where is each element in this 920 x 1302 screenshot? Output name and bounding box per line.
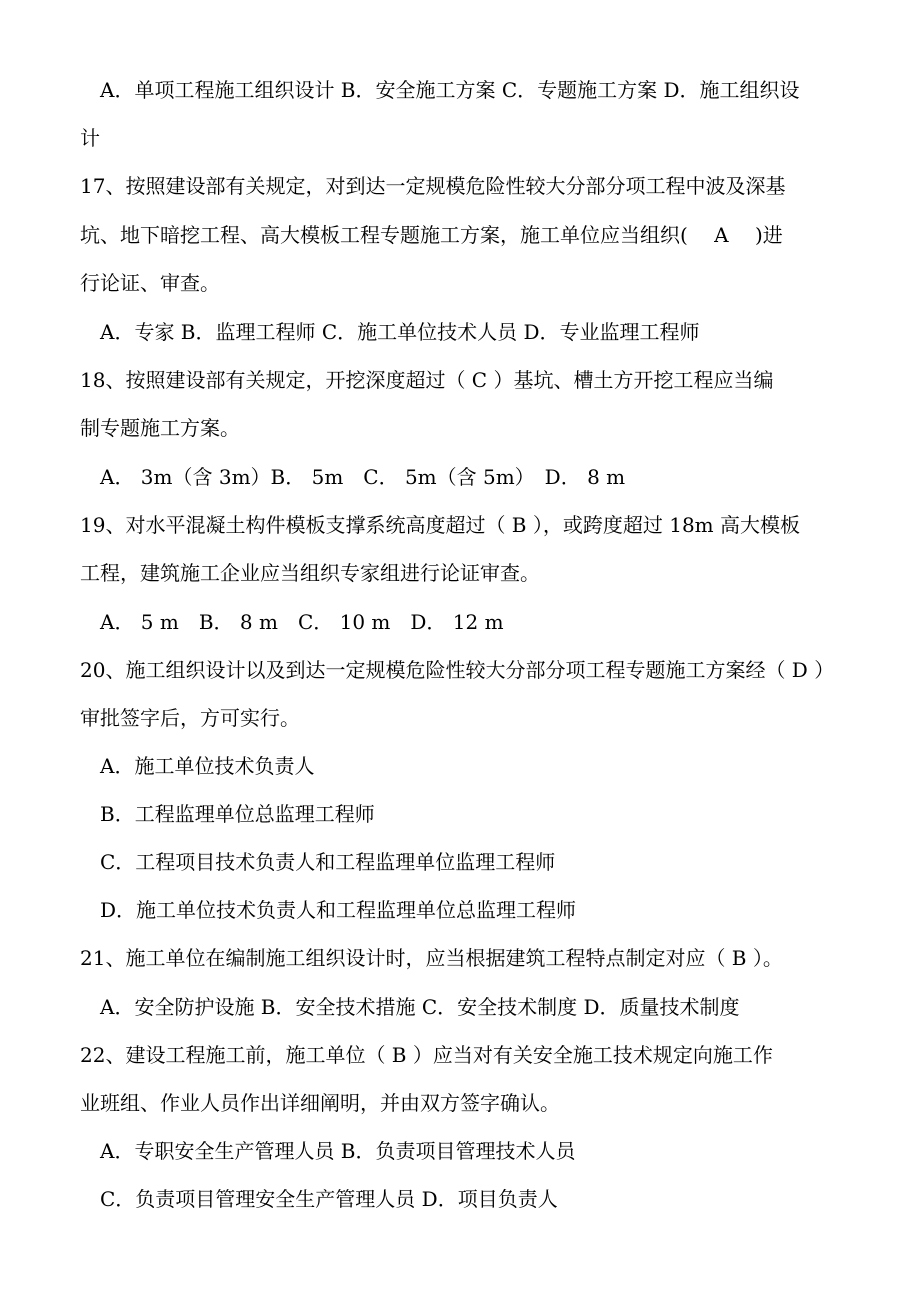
q18-question-line-1: 18、按照建设部有关规定，开挖深度超过（ C ）基坑、槽土方开挖工程应当编 xyxy=(80,368,774,392)
q18-options: A． 3m（含 3m）B． 5m C． 5m（含 5m） D． 8 m xyxy=(100,465,626,489)
q22-question-line-1: 22、建设工程施工前，施工单位（ B ）应当对有关安全施工技术规定向施工作 xyxy=(80,1043,773,1067)
q22-options-line-1: A．专职安全生产管理人员 B．负责项目管理技术人员 xyxy=(100,1139,576,1163)
q17-options: A．专家 B．监理工程师 C．施工单位技术人员 D．专业监理工程师 xyxy=(100,320,700,344)
q20-question-line-2: 审批签字后，方可实行。 xyxy=(80,706,300,730)
q20-option-b: B．工程监理单位总监理工程师 xyxy=(100,802,375,826)
q17-question-line-1: 17、按照建设部有关规定，对到达一定规模危险性较大分部分项工程中波及深基 xyxy=(80,174,786,198)
q21-question: 21、施工单位在编制施工组织设计时，应当根据建筑工程特点制定对应（ B ）。 xyxy=(80,946,783,970)
q20-question-line-1: 20、施工组织设计以及到达一定规模危险性较大分部分项工程专题施工方案经（ D ） xyxy=(80,658,835,682)
q16-options-cont: 计 xyxy=(80,126,100,150)
q20-option-c: C．工程项目技术负责人和工程监理单位监理工程师 xyxy=(100,850,556,874)
q22-question-line-2: 业班组、作业人员作出详细阐明，并由双方签字确认。 xyxy=(80,1091,560,1115)
q19-options: A． 5 m B． 8 m C． 10 m D． 12 m xyxy=(100,610,504,634)
q21-options: A．安全防护设施 B．安全技术措施 C．安全技术制度 D．质量技术制度 xyxy=(100,995,740,1019)
q17-question-line-2: 坑、地下暗挖工程、高大模板工程专题施工方案，施工单位应当组织( A )进 xyxy=(80,223,783,247)
q22-options-line-2: C．负责项目管理安全生产管理人员 D．项目负责人 xyxy=(100,1187,558,1211)
q20-option-a: A．施工单位技术负责人 xyxy=(100,754,315,778)
q19-question-line-1: 19、对水平混凝土构件模板支撑系统高度超过（ B ），或跨度超过 18m 高大模板 xyxy=(80,513,800,537)
q16-options-line: A．单项工程施工组织设计 B．安全施工方案 C．专题施工方案 D．施工组织设 xyxy=(100,78,800,102)
q19-question-line-2: 工程，建筑施工企业应当组织专家组进行论证审查。 xyxy=(80,561,540,585)
q17-question-line-3: 行论证、审查。 xyxy=(80,271,220,295)
q20-option-d: D．施工单位技术负责人和工程监理单位总监理工程师 xyxy=(100,898,577,922)
q18-question-line-2: 制专题施工方案。 xyxy=(80,416,240,440)
